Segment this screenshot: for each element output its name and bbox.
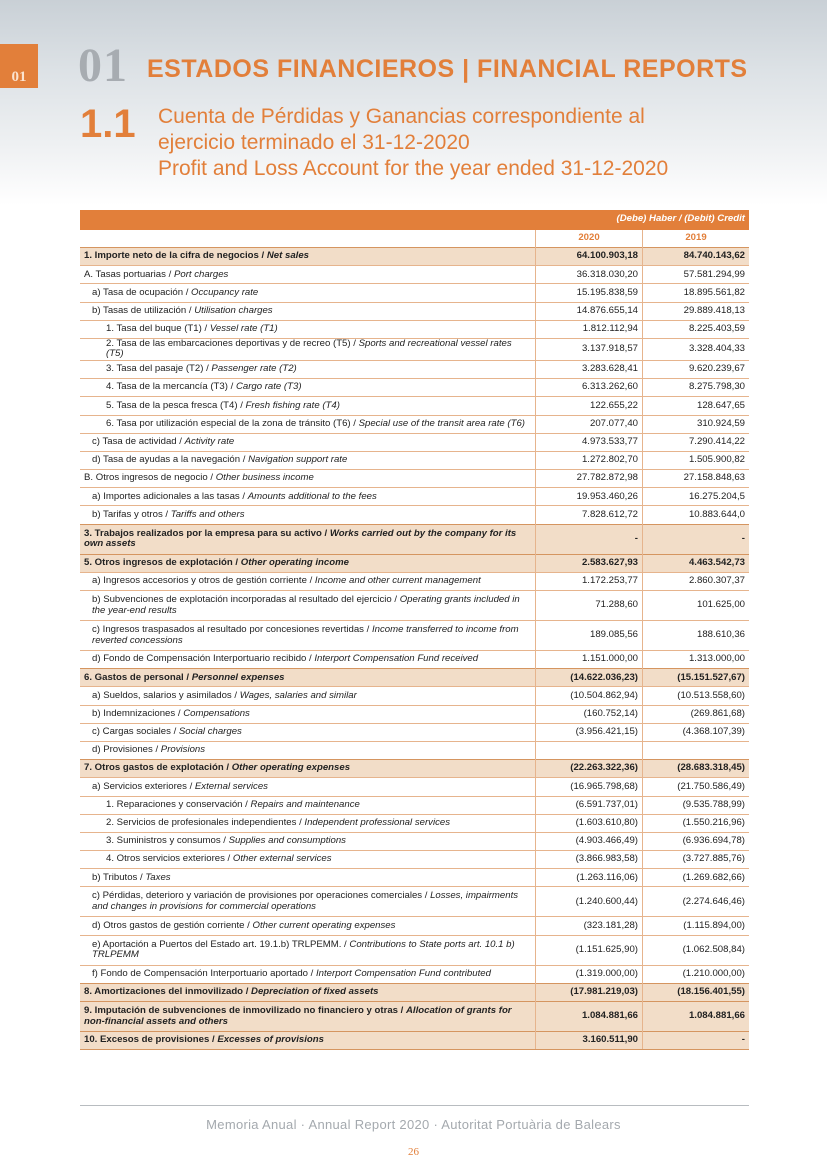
table-row [80, 965, 749, 983]
table-row [80, 741, 749, 759]
value-2020: (14.622.036,23) [536, 669, 643, 687]
value-2020 [536, 741, 643, 759]
row-label: c) Tasa de actividad / Activity rate [80, 433, 536, 451]
profit-loss-table [80, 210, 749, 1050]
chapter-tab [0, 44, 38, 88]
section-title-es-line2: ejercicio terminado el 31-12-2020 [158, 131, 470, 154]
value-2019: (1.062.508,84) [643, 935, 750, 965]
table-row [80, 451, 749, 469]
row-label: e) Aportación a Puertos del Estado art. 19.1.b) TRLPEMM. / Contributions to State ports art. 10.1 b) TRLPEMM [80, 935, 536, 965]
section-title-es-line1: Cuenta de Pérdidas y Ganancias correspondiente al [158, 105, 645, 128]
value-2020: - [536, 524, 643, 554]
table-row [80, 760, 749, 778]
column-2020: 2020 [536, 230, 643, 248]
table-row [80, 778, 749, 796]
value-2019: (9.535.788,99) [643, 796, 750, 814]
row-label: A. Tasas portuarias / Port charges [80, 266, 536, 284]
value-2020: 2.583.627,93 [536, 554, 643, 572]
value-2020: 36.318.030,20 [536, 266, 643, 284]
row-label: 2. Servicios de profesionales independientes / Independent professional services [80, 814, 536, 832]
row-label: b) Indemnizaciones / Compensations [80, 705, 536, 723]
table-row [80, 284, 749, 302]
value-2019: (3.727.885,76) [643, 851, 750, 869]
table-row [80, 433, 749, 451]
table-row [80, 887, 749, 917]
value-2019: 84.740.143,62 [643, 248, 750, 266]
value-2020: 27.782.872,98 [536, 470, 643, 488]
table-row [80, 705, 749, 723]
table-row [80, 572, 749, 590]
table-row [80, 338, 749, 360]
row-label: a) Importes adicionales a las tasas / Amounts additional to the fees [80, 488, 536, 506]
table-row [80, 917, 749, 935]
value-2020: (323.181,28) [536, 917, 643, 935]
table-row [80, 832, 749, 850]
table-row [80, 415, 749, 433]
row-label: 1. Importe neto de la cifra de negocios / Net sales [80, 248, 536, 266]
value-2019: (1.550.216,96) [643, 814, 750, 832]
value-2020: 6.313.262,60 [536, 379, 643, 397]
table-row [80, 554, 749, 572]
table-row [80, 524, 749, 554]
value-2020: 1.272.802,70 [536, 451, 643, 469]
value-2019: (1.210.000,00) [643, 965, 750, 983]
table-row [80, 1032, 749, 1050]
table-row [80, 869, 749, 887]
row-label: 3. Suministros y consumos / Supplies and consumptions [80, 832, 536, 850]
section-title [158, 104, 668, 182]
value-2019: (18.156.401,55) [643, 983, 750, 1001]
row-label: d) Tasa de ayudas a la navegación / Navigation support rate [80, 451, 536, 469]
table-caption: (Debe) Haber / (Debit) Credit [536, 210, 749, 230]
value-2019: - [643, 524, 750, 554]
value-2020: 1.172.253,77 [536, 572, 643, 590]
row-label: 6. Gastos de personal / Personnel expenses [80, 669, 536, 687]
row-label: b) Tasas de utilización / Utilisation charges [80, 302, 536, 320]
row-label: 1. Reparaciones y conservación / Repairs and maintenance [80, 796, 536, 814]
value-2019: 7.290.414,22 [643, 433, 750, 451]
value-2020: (17.981.219,03) [536, 983, 643, 1001]
table-row [80, 935, 749, 965]
value-2020: 64.100.903,18 [536, 248, 643, 266]
value-2020: (1.603.610,80) [536, 814, 643, 832]
value-2020: (10.504.862,94) [536, 687, 643, 705]
value-2019: (10.513.558,60) [643, 687, 750, 705]
footer-divider [80, 1105, 749, 1106]
row-label: 7. Otros gastos de explotación / Other operating expenses [80, 760, 536, 778]
value-2019: 10.883.644,0 [643, 506, 750, 524]
row-label: d) Fondo de Compensación Interportuario recibido / Interport Compensation Fund received [80, 651, 536, 669]
value-2019: (1.115.894,00) [643, 917, 750, 935]
row-label: a) Sueldos, salarios y asimilados / Wages, salaries and similar [80, 687, 536, 705]
table-row [80, 591, 749, 621]
value-2020: (6.591.737,01) [536, 796, 643, 814]
row-label: f) Fondo de Compensación Interportuario aportado / Interport Compensation Fund contributed [80, 965, 536, 983]
row-label: a) Servicios exteriores / External services [80, 778, 536, 796]
value-2019 [643, 741, 750, 759]
value-2019: (28.683.318,45) [643, 760, 750, 778]
value-2020: 71.288,60 [536, 591, 643, 621]
value-2019: 1.505.900,82 [643, 451, 750, 469]
value-2019: (1.269.682,66) [643, 869, 750, 887]
value-2020: (1.263.116,06) [536, 869, 643, 887]
table-row [80, 814, 749, 832]
table-row [80, 669, 749, 687]
value-2020: (1.151.625,90) [536, 935, 643, 965]
value-2019: 27.158.848,63 [643, 470, 750, 488]
value-2019: 9.620.239,67 [643, 360, 750, 378]
value-2019: 57.581.294,99 [643, 266, 750, 284]
row-label: 4. Otros servicios exteriores / Other external services [80, 851, 536, 869]
value-2019: (269.861,68) [643, 705, 750, 723]
row-label: d) Otros gastos de gestión corriente / Other current operating expenses [80, 917, 536, 935]
value-2020: (22.263.322,36) [536, 760, 643, 778]
value-2019: 1.084.881,66 [643, 1002, 750, 1032]
table-row [80, 470, 749, 488]
value-2020: 4.973.533,77 [536, 433, 643, 451]
row-label: 5. Otros ingresos de explotación / Other operating income [80, 554, 536, 572]
row-label: 6. Tasa por utilización especial de la zona de tránsito (T6) / Special use of the transit area rate (T6) [80, 415, 536, 433]
value-2019: (4.368.107,39) [643, 723, 750, 741]
value-2019: 310.924,59 [643, 415, 750, 433]
value-2019: 3.328.404,33 [643, 338, 750, 360]
value-2020: 189.085,56 [536, 621, 643, 651]
value-2020: 14.876.655,14 [536, 302, 643, 320]
table-caption-row [80, 210, 749, 230]
table-row [80, 621, 749, 651]
row-label: d) Provisiones / Provisions [80, 741, 536, 759]
value-2020: 122.655,22 [536, 397, 643, 415]
row-label: a) Ingresos accesorios y otros de gestión corriente / Income and other current management [80, 572, 536, 590]
table-year-header [80, 230, 749, 248]
value-2019: 4.463.542,73 [643, 554, 750, 572]
column-2019: 2019 [643, 230, 750, 248]
row-label: 4. Tasa de la mercancía (T3) / Cargo rate (T3) [80, 379, 536, 397]
table-row [80, 360, 749, 378]
table-row [80, 723, 749, 741]
value-2019: 1.313.000,00 [643, 651, 750, 669]
row-label: 1. Tasa del buque (T1) / Vessel rate (T1) [80, 320, 536, 338]
table-row [80, 1002, 749, 1032]
table-row [80, 302, 749, 320]
table-row [80, 506, 749, 524]
value-2019: 8.225.403,59 [643, 320, 750, 338]
row-label: 8. Amortizaciones del inmovilizado / Depreciation of fixed assets [80, 983, 536, 1001]
row-label: 9. Imputación de subvenciones de inmovilizado no financiero y otras / Allocation of grants for non-financial assets and others [80, 1002, 536, 1032]
value-2020: (160.752,14) [536, 705, 643, 723]
value-2020: 1.084.881,66 [536, 1002, 643, 1032]
table-row [80, 983, 749, 1001]
value-2020: (3.866.983,58) [536, 851, 643, 869]
value-2019: 16.275.204,5 [643, 488, 750, 506]
value-2020: 1.812.112,94 [536, 320, 643, 338]
chapter-title: ESTADOS FINANCIEROS | FINANCIAL REPORTS [147, 55, 748, 83]
value-2020: (1.319.000,00) [536, 965, 643, 983]
value-2019: 188.610,36 [643, 621, 750, 651]
value-2020: 3.137.918,57 [536, 338, 643, 360]
table-row [80, 320, 749, 338]
table-row [80, 851, 749, 869]
value-2019: 128.647,65 [643, 397, 750, 415]
row-label: a) Tasa de ocupación / Occupancy rate [80, 284, 536, 302]
value-2020: 207.077,40 [536, 415, 643, 433]
value-2019: (6.936.694,78) [643, 832, 750, 850]
table-row [80, 488, 749, 506]
value-2019: - [643, 1032, 750, 1050]
row-label: 2. Tasa de las embarcaciones deportivas y de recreo (T5) / Sports and recreational vessel rates (T5) [80, 338, 536, 360]
table-row [80, 651, 749, 669]
section-number: 1.1 [80, 102, 136, 146]
row-label: 10. Excesos de provisiones / Excesses of provisions [80, 1032, 536, 1050]
value-2020: (4.903.466,49) [536, 832, 643, 850]
row-label: c) Cargas sociales / Social charges [80, 723, 536, 741]
row-label: b) Subvenciones de explotación incorporadas al resultado del ejercicio / Operating grants included in the year-end results [80, 591, 536, 621]
value-2020: 1.151.000,00 [536, 651, 643, 669]
row-label: b) Tributos / Taxes [80, 869, 536, 887]
table-row [80, 248, 749, 266]
page-number: 26 [408, 1146, 419, 1158]
chapter-number: 01 [78, 39, 128, 92]
row-label: c) Ingresos traspasados al resultado por concesiones revertidas / Income transferred to income from reverted concessions [80, 621, 536, 651]
value-2019: (21.750.586,49) [643, 778, 750, 796]
table-row [80, 687, 749, 705]
value-2019: (15.151.527,67) [643, 669, 750, 687]
value-2020: 7.828.612,72 [536, 506, 643, 524]
chapter-tab-number: 01 [11, 69, 27, 85]
value-2019: 18.895.561,82 [643, 284, 750, 302]
value-2019: 8.275.798,30 [643, 379, 750, 397]
table-row [80, 379, 749, 397]
table-row [80, 796, 749, 814]
value-2020: 3.160.511,90 [536, 1032, 643, 1050]
value-2019: (2.274.646,46) [643, 887, 750, 917]
value-2020: (1.240.600,44) [536, 887, 643, 917]
value-2020: 15.195.838,59 [536, 284, 643, 302]
section-title-en: Profit and Loss Account for the year ended 31-12-2020 [158, 157, 669, 180]
value-2020: 19.953.460,26 [536, 488, 643, 506]
footer-text: Memoria Anual · Annual Report 2020 · Autoritat Portuària de Balears [206, 1117, 621, 1132]
table-row [80, 397, 749, 415]
value-2019: 29.889.418,13 [643, 302, 750, 320]
row-label: 3. Trabajos realizados por la empresa para su activo / Works carried out by the company for its own assets [80, 524, 536, 554]
value-2019: 2.860.307,37 [643, 572, 750, 590]
value-2020: (3.956.421,15) [536, 723, 643, 741]
value-2020: (16.965.798,68) [536, 778, 643, 796]
row-label: c) Pérdidas, deterioro y variación de provisiones por operaciones comerciales / Losses, impairments and changes in provisions for commercial operations [80, 887, 536, 917]
row-label: B. Otros ingresos de negocio / Other business income [80, 470, 536, 488]
row-label: 5. Tasa de la pesca fresca (T4) / Fresh fishing rate (T4) [80, 397, 536, 415]
row-label: b) Tarifas y otros / Tariffs and others [80, 506, 536, 524]
row-label: 3. Tasa del pasaje (T2) / Passenger rate (T2) [80, 360, 536, 378]
table-row [80, 266, 749, 284]
value-2019: 101.625,00 [643, 591, 750, 621]
value-2020: 3.283.628,41 [536, 360, 643, 378]
